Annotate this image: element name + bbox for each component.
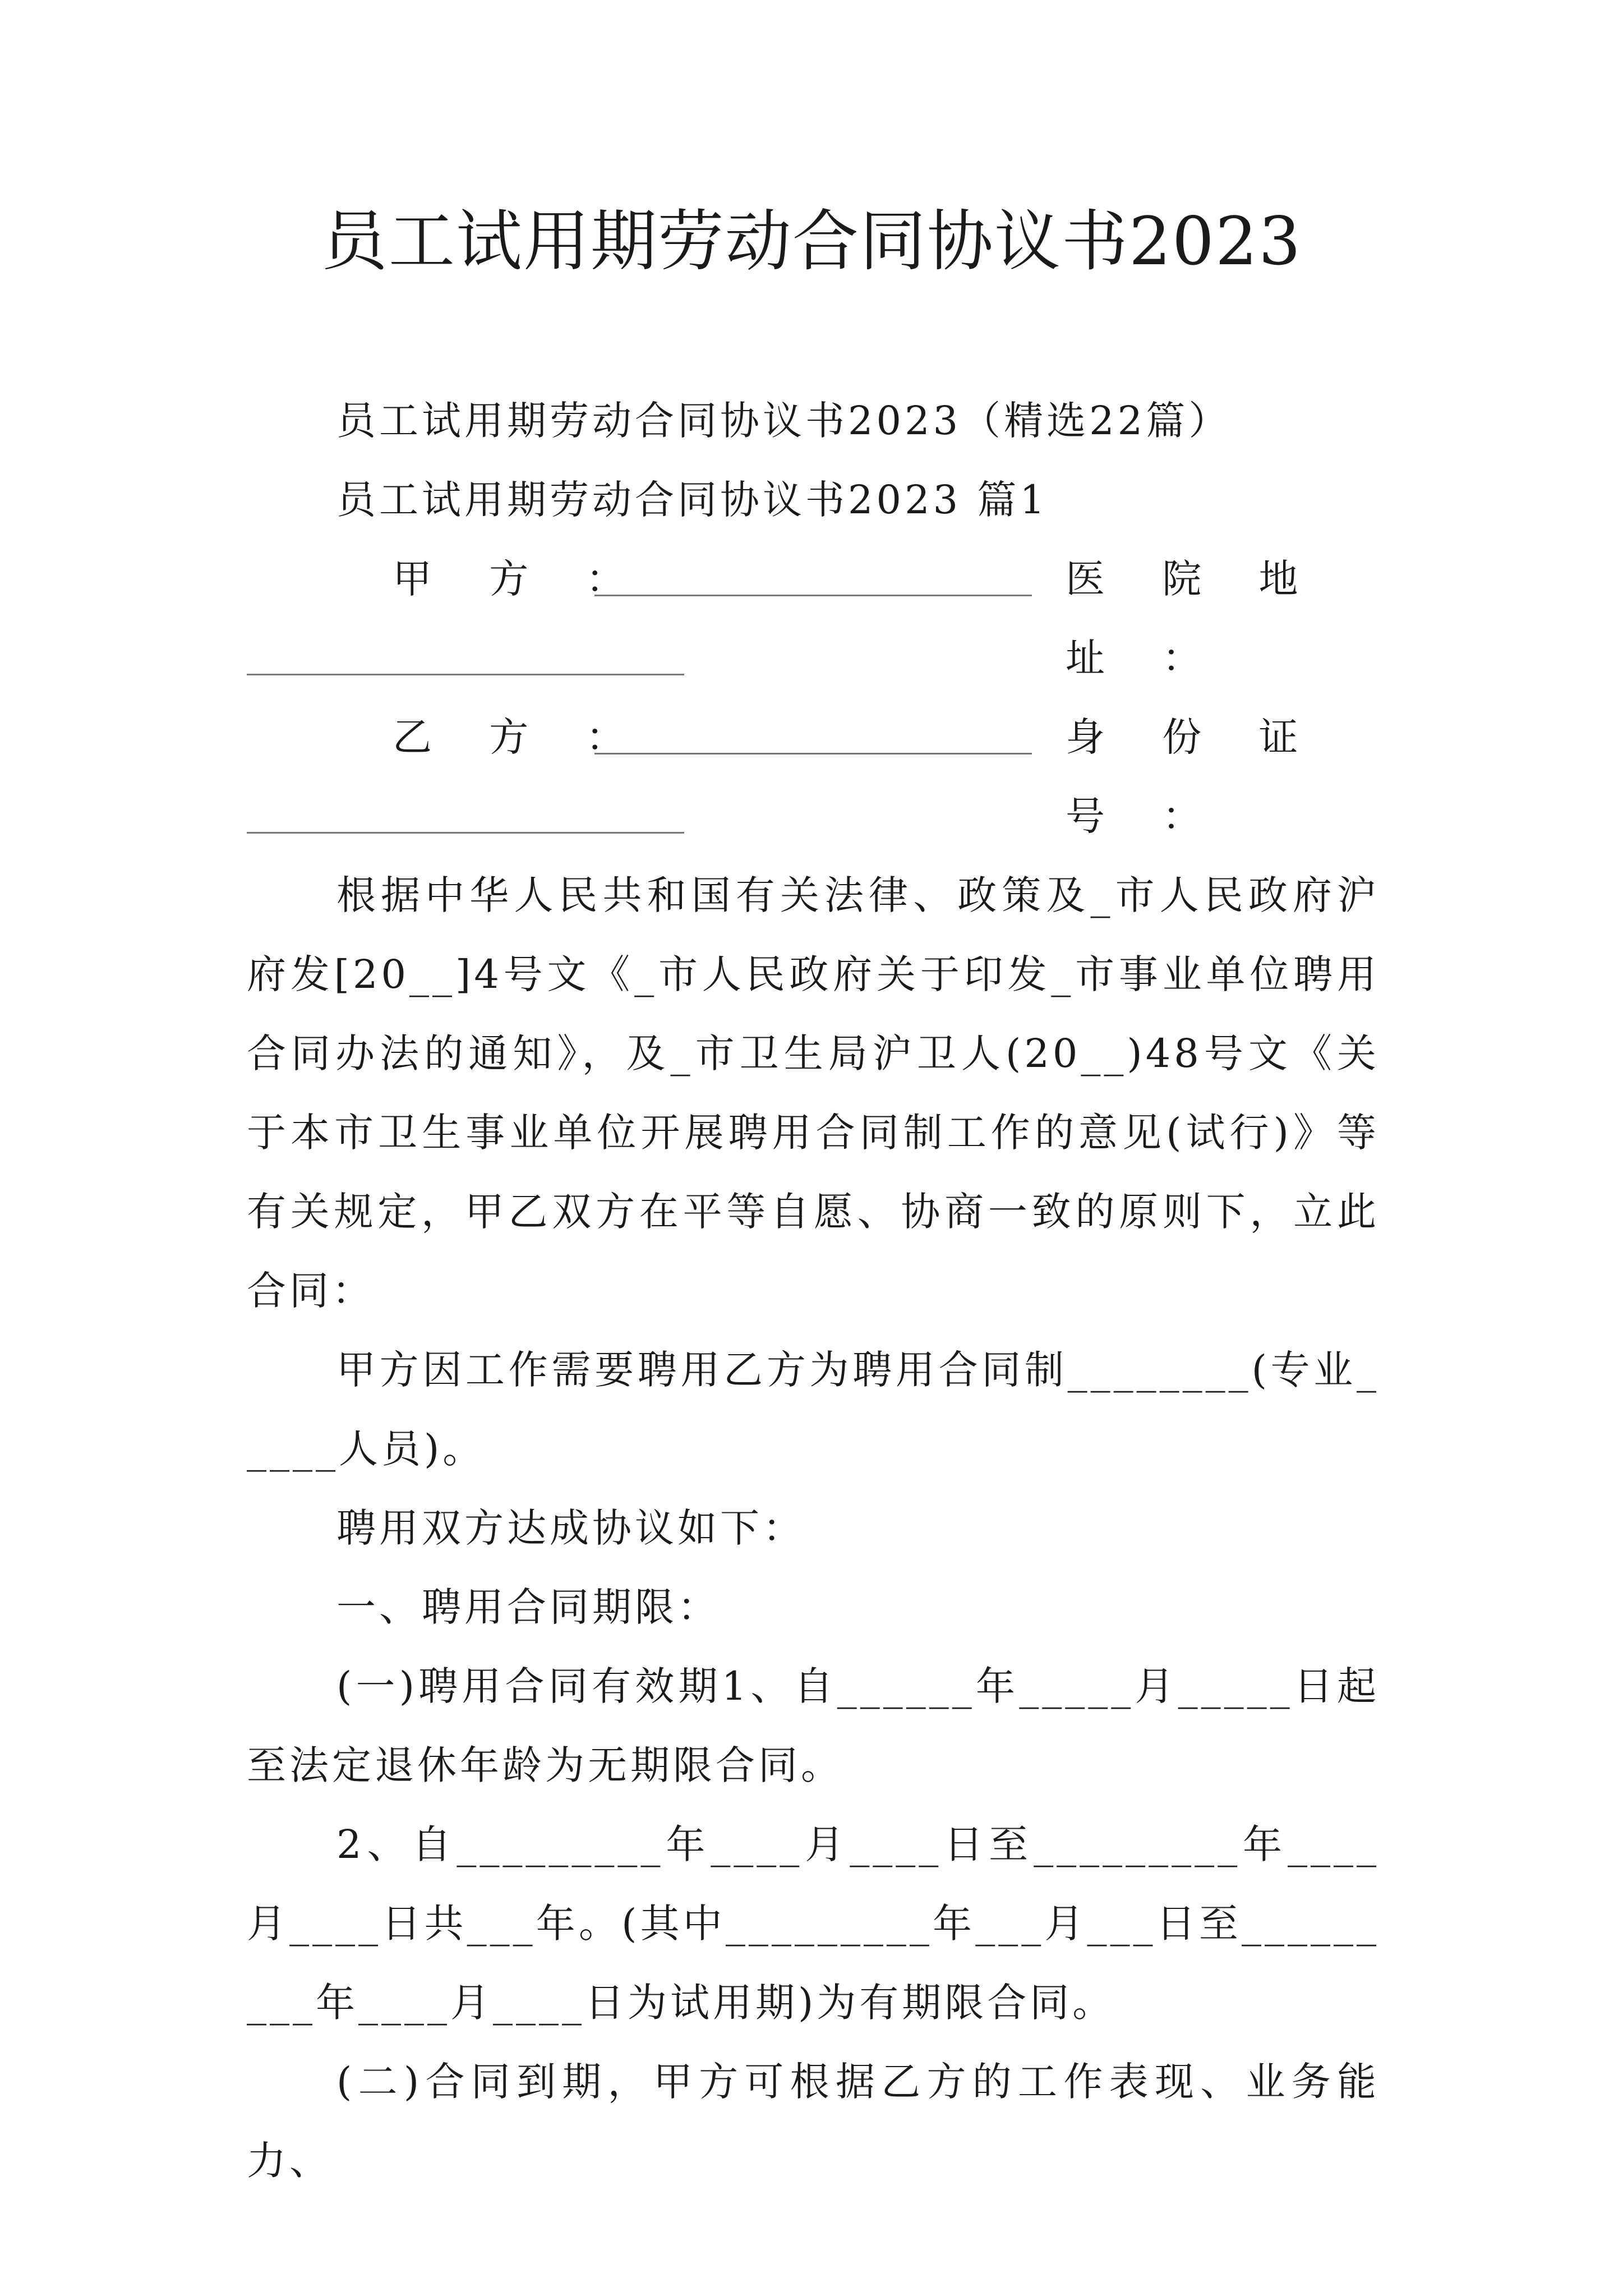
paragraph-basis: 根据中华人民共和国有关法律、政策及_市人民政府沪府发[20__]4号文《_市人民政府关于印发_市事业单位聘用合同办法的通知》，及_市卫生局沪卫人(20__)48号文《关于本市卫生事业单位开展聘用合同制工作的意见(试行)》等有关规定，甲乙双方在平等自愿、协商一致的原则下，立此合同： [247,872,1380,1314]
hospital-address-row [247,619,1380,698]
party-a-label: 甲 方 ： [393,556,648,602]
paragraph-agree: 聘用双方达成协议如下： [336,1505,805,1551]
party-b-row [247,698,1380,839]
hospital-address-blank [247,674,684,675]
party-a-blank [594,595,1032,596]
party-a-row [247,540,1380,681]
id-number-label: 身 份 证 号 ： [1066,714,1321,839]
id-number-row [247,777,1380,856]
party-b-label: 乙 方 ： [393,714,648,760]
paragraph-employ: 甲方因工作需要聘用乙方为聘用合同制________(专业_____人员)。 [247,1347,1380,1472]
document-body [247,381,1380,2201]
paragraph-term-2: 2、自_________年____月____日至_________年____月____日共___年。(其中_________年___月___日至_________年____月____日为试用期)为有期限合同。 [247,1821,1380,2026]
subtitle: 员工试用期劳动合同协议书2023（精选22篇） [336,398,1232,444]
hospital-address-label: 医 院 地 址 ： [1066,556,1321,681]
paragraph-term-heading: 一、聘用合同期限： [336,1584,720,1630]
document-title: 员工试用期劳动合同协议书2023 [321,203,1302,280]
paragraph-term-3: (二)合同到期，甲方可根据乙方的工作表现、业务能力、 [247,2059,1380,2184]
id-number-blank [247,832,684,834]
party-b-blank [594,753,1032,754]
paragraph-term-1: (一)聘用合同有效期1、自______年_____月_____日起至法定退休年龄为无期限合同。 [247,1663,1380,1788]
section-heading: 员工试用期劳动合同协议书2023 篇1 [336,477,1048,523]
